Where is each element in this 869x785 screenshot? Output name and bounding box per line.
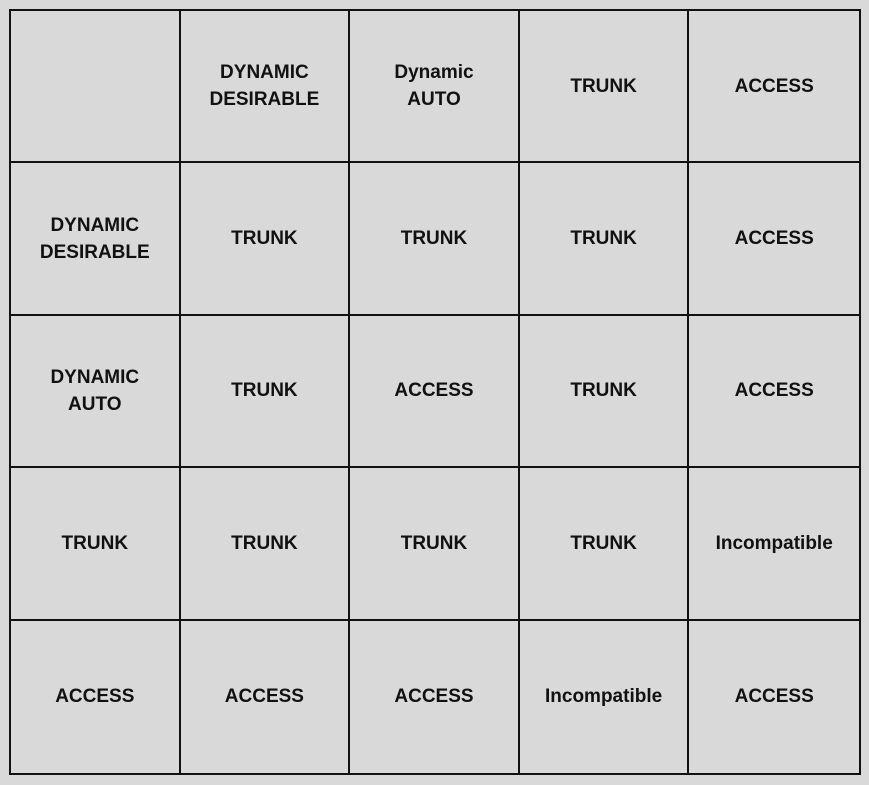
result-cell: TRUNK (181, 163, 351, 315)
row-header-dynamic-desirable: DYNAMIC DESIRABLE (11, 163, 181, 315)
result-cell: TRUNK (520, 316, 690, 468)
row-header-dynamic-auto: DYNAMIC AUTO (11, 316, 181, 468)
result-cell: TRUNK (350, 468, 520, 620)
result-cell: TRUNK (181, 468, 351, 620)
corner-cell (11, 11, 181, 163)
result-cell: ACCESS (689, 163, 859, 315)
result-cell: ACCESS (350, 316, 520, 468)
column-header-trunk: TRUNK (520, 11, 690, 163)
result-cell: TRUNK (350, 163, 520, 315)
result-cell: Incompatible (689, 468, 859, 620)
result-cell: ACCESS (350, 621, 520, 773)
column-header-dynamic-desirable: DYNAMIC DESIRABLE (181, 11, 351, 163)
result-cell: TRUNK (181, 316, 351, 468)
result-cell: TRUNK (520, 468, 690, 620)
result-cell: ACCESS (689, 316, 859, 468)
row-header-access: ACCESS (11, 621, 181, 773)
dtp-mode-matrix (9, 9, 861, 775)
column-header-access: ACCESS (689, 11, 859, 163)
row-header-trunk: TRUNK (11, 468, 181, 620)
result-cell: TRUNK (520, 163, 690, 315)
result-cell: ACCESS (181, 621, 351, 773)
result-cell: ACCESS (734, 686, 814, 708)
column-header-dynamic-auto: Dynamic AUTO (350, 11, 520, 163)
result-cell: Incompatible (520, 621, 690, 773)
